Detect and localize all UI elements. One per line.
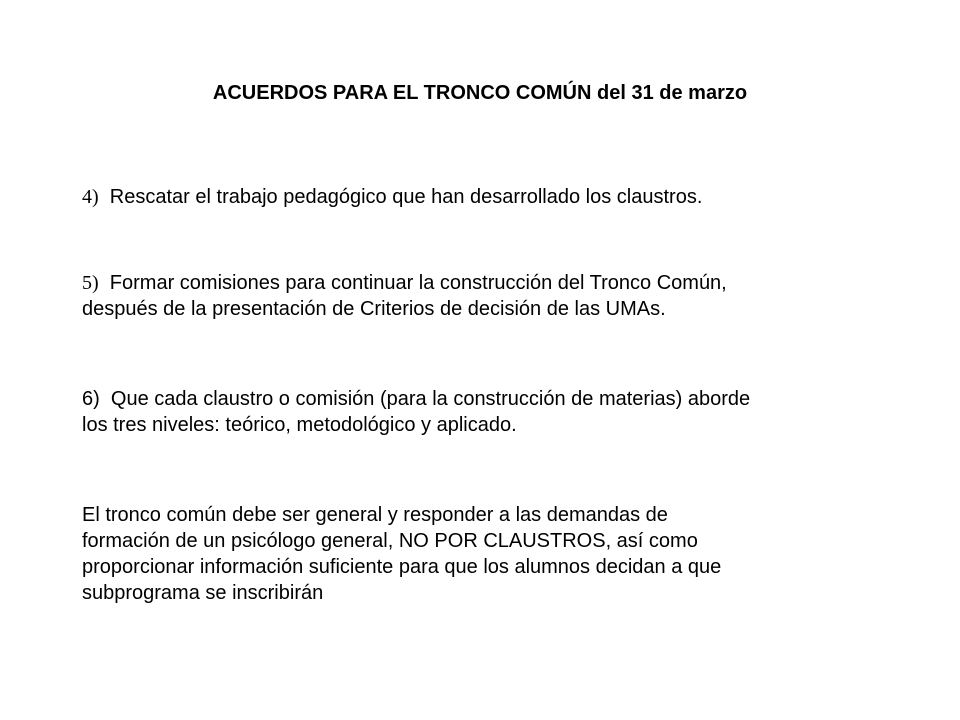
agreement-item-6-number: 6) xyxy=(82,388,100,410)
closing-line-4: subprograma se inscribirán xyxy=(82,582,324,604)
closing-line-1: El tronco común debe ser general y responder a las demandas de xyxy=(82,504,668,526)
agreement-item-4-number: 4) xyxy=(82,186,99,208)
agreement-item-4 xyxy=(82,184,912,210)
agreement-item-4-line-1 xyxy=(82,184,912,210)
agreement-item-5-line-1 xyxy=(82,270,912,296)
agreement-item-6-line-1 xyxy=(82,386,912,412)
agreement-item-5 xyxy=(82,270,912,322)
closing-line-2: formación de un psicólogo general, NO POR CLAUSTROS, así como xyxy=(82,530,698,552)
agreement-item-4-text: Rescatar el trabajo pedagógico que han desarrollado los claustros. xyxy=(109,186,703,208)
agreement-item-5-number: 5) xyxy=(82,272,99,294)
agreement-item-5-line-2: después de la presentación de Criterios de decisión de las UMAs. xyxy=(82,298,666,320)
slide-title: ACUERDOS PARA EL TRONCO COMÚN del 31 de marzo xyxy=(212,82,748,104)
agreement-item-5-text: Formar comisiones para continuar la construcción del Tronco Común, xyxy=(109,272,727,294)
closing-line-3: proporcionar información suficiente para que los alumnos decidan a que xyxy=(82,556,722,578)
agreement-item-6-line-2: los tres niveles: teórico, metodológico y aplicado. xyxy=(82,414,517,436)
agreement-item-6 xyxy=(82,386,912,438)
agreement-item-6-text: Que cada claustro o comisión (para la construcción de materias) aborde xyxy=(110,388,751,410)
closing-paragraph xyxy=(82,502,912,606)
